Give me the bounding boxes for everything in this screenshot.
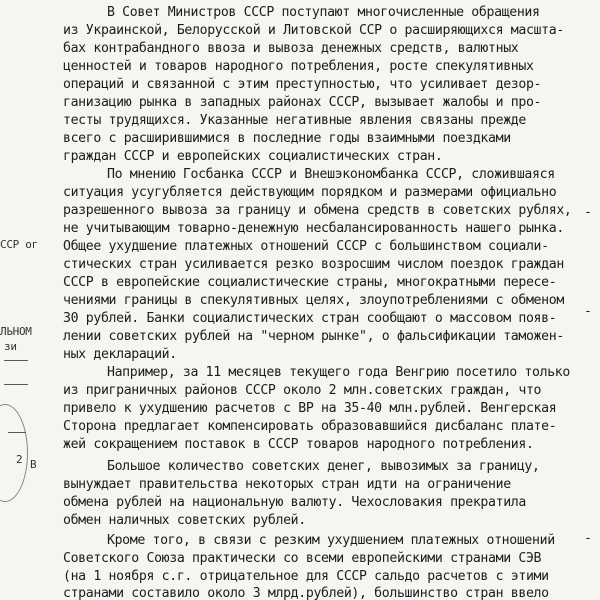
text-line: вынуждает правительства некоторых стран идти на ограничение bbox=[63, 477, 511, 492]
text-line: не учитывающим товарно-денежную несбалансированность нашего рынка. bbox=[63, 221, 564, 236]
margin-fragment: зи bbox=[4, 340, 17, 353]
text-line: странами составило около 3 млрд.рублей), большинство стран ввело bbox=[63, 586, 549, 600]
text-line: чениями границы в спекулятивных целях, злоупотреблениями с обменом bbox=[63, 293, 564, 308]
margin-fragment: ЛЬНОМ bbox=[0, 325, 32, 338]
margin-dash: - bbox=[584, 304, 592, 319]
text-line: операций и связанной с этим преступностью, что усиливает дезор- bbox=[63, 77, 542, 92]
text-line: Большое количество советских денег, вывозимых за границу, bbox=[107, 459, 540, 474]
text-line: По мнению Госбанка СССР и Внешэкономбанка СССР, сложившаяся bbox=[107, 167, 555, 182]
text-line: Например, за 11 месяцев текущего года Венгрию посетило только bbox=[107, 365, 570, 380]
margin-dash: - bbox=[584, 531, 592, 546]
text-line: ситуация усугубляется действующим порядком и размерами официально bbox=[63, 185, 557, 200]
text-line: стических стран усиливается резко возросшим числом поездок граждан bbox=[63, 257, 564, 272]
text-line: обмен наличных советских рублей. bbox=[63, 513, 306, 528]
text-line: СССР в европейские социалистические страны, многократными пересе- bbox=[63, 275, 557, 290]
text-line: 30 рублей. Банки социалистических стран сообщают о массовом появ- bbox=[63, 311, 557, 326]
margin-fragment: ССР ог bbox=[0, 238, 38, 251]
text-line: жей сокращением поставок в СССР товаров народного потребления. bbox=[63, 437, 534, 452]
text-line: (на 1 ноября с.г. отрицательное для СССР сальдо расчетов с этими bbox=[63, 569, 549, 584]
text-line: обмена рублей на национальную валюту. Чехословакия прекратила bbox=[63, 495, 526, 510]
text-line: из приграничных районов СССР около 2 млн.советских граждан, что bbox=[63, 383, 542, 398]
text-line: Сторона предлагает компенсировать образовавшийся дисбаланс плате- bbox=[63, 419, 557, 434]
text-line: привело к ухудшению расчетов с ВР на 35-40 млн.рублей. Венгерская bbox=[63, 401, 557, 416]
text-line: ценностей и товаров народного потребления, росте спекулятивных bbox=[63, 59, 534, 74]
text-line: ных деклараций. bbox=[63, 347, 177, 362]
margin-fragment: В bbox=[30, 458, 37, 471]
text-line: Советского Союза практически со всеми европейскими странами СЭВ bbox=[63, 551, 542, 566]
text-line: лении советских рублей на "черном рынке", о фальсификации таможен- bbox=[63, 329, 564, 344]
text-line: бах контрабандного ввоза и вывоза денежных средств, валютных bbox=[63, 41, 519, 56]
text-line: граждан СССР и европейских социалистических стран. bbox=[63, 149, 443, 164]
margin-fragment: 2 bbox=[16, 453, 23, 466]
text-line: Общее ухудшение платежных отношений СССР с большинством социали- bbox=[63, 239, 549, 254]
margin-dash: - bbox=[584, 205, 592, 220]
text-line: из Украинской, Белорусской и Литовской ССР о расширяющихся масшта- bbox=[63, 23, 564, 38]
text-line: В Совет Министров СССР поступают многочисленные обращения bbox=[107, 5, 540, 20]
text-line: Кроме того, в связи с резким ухудшением платежных отношений bbox=[107, 533, 555, 548]
text-line: ганизацию рынка в западных районах СССР, вызывает жалобы и про- bbox=[63, 95, 542, 110]
text-line: разрешенного вывоза за границу и обмена средств в советских рублях, bbox=[63, 203, 572, 218]
text-line: тесты трудящихся. Указанные негативные явления связаны прежде bbox=[63, 113, 526, 128]
text-line: всего с расширившимися в последние годы взаимными поездками bbox=[63, 131, 511, 146]
